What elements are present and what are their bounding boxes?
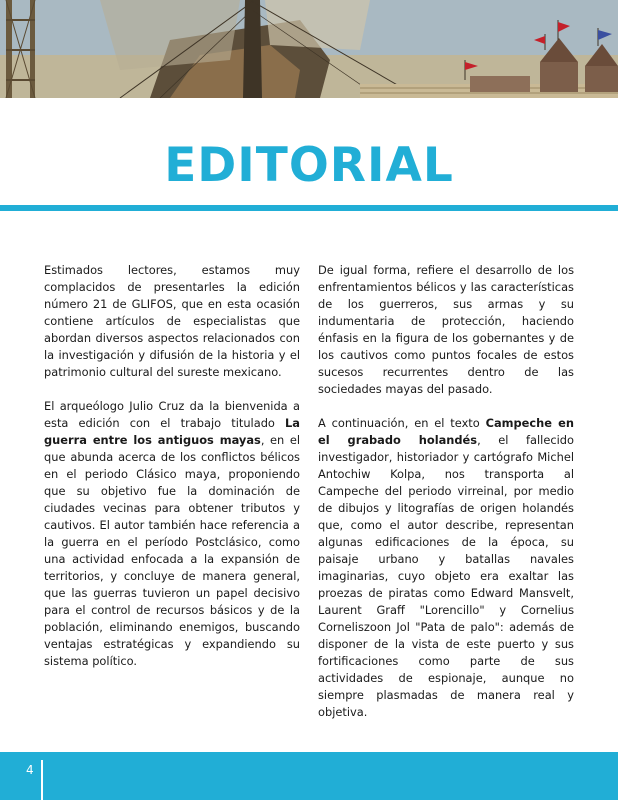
paragraph-text: , en el que abunda acerca de los conflictos bélicos en el periodo Clásico maya, proponiendo que su objetivo fue la dominación de ciudades vecinas para obtener tributos y cautivos. El autor también hace referencia a la guerra en el período Postclásico, como una actividad enfocada a la expansión de territorios, y concluye de manera general, que las guerras tuvieron un papel decisivo para el control de recursos básicos y de la población, eliminando enemigos, buscando ventajas estratégicas y expandiendo su sistema político.	[44, 433, 300, 668]
page-number: 4	[26, 763, 34, 777]
title-underline-rule	[0, 205, 618, 211]
article-title-bold: Campeche en el grabado holandés	[318, 416, 574, 447]
paragraph-cruz	[44, 398, 300, 670]
footer-divider	[41, 760, 43, 800]
page-footer	[0, 752, 618, 800]
paragraph-text: Estimados lectores, estamos muy complacidos de presentarles la edición número 21 de GLIFOS, que en esta ocasión contiene artículos de especialistas que abordan diversos aspectos relacionados con la investigación y difusión de la historia y el patrimonio cultural del sureste mexicano.	[44, 263, 300, 379]
paragraph-antochiw	[318, 415, 574, 721]
paragraph-text: , el fallecido investigador, historiador y cartógrafo Michel Antochiw Kolpa, nos transporta al Campeche del periodo virreinal, por medio de dibujos y litografías de origen holandés que, como el autor describe, representan algunas edificaciones de la época, su paisaje urbano y batallas navales imaginarias, cuyo objeto era exaltar las proezas de piratas como Edward Mansvelt, Laurent Graff "Lorencillo" y Cornelius Corneliszoon Jol "Pata de palo": además de disponer de la vista de este puerto y sus fortificaciones como parte de sus actividades de espionaje, aunque no siempre plasmadas de manera real y objetiva.	[318, 433, 574, 719]
ship-harbor-engraving	[0, 0, 618, 98]
paragraph-text: De igual forma, refiere el desarrollo de los enfrentamientos bélicos y las características de los guerreros, sus armas y su indumentaria de protección, haciendo énfasis en la figura de los gobernantes y de los cautivos como puntos focales de estos sucesos recurrentes dentro de las sociedades mayas del pasado.	[318, 263, 574, 396]
page-title: EDITORIAL	[164, 138, 454, 193]
paragraph-intro	[44, 262, 300, 381]
paragraph-text: El arqueólogo Julio Cruz da la bienvenida a esta edición con el trabajo titulado	[44, 399, 300, 430]
article-column-right	[318, 262, 574, 738]
article-column-left	[44, 262, 300, 687]
header-illustration	[0, 0, 618, 98]
paragraph-warfare	[318, 262, 574, 398]
paragraph-text: A continuación, en el texto	[318, 416, 486, 430]
article-title-bold: La guerra entre los antiguos mayas	[44, 416, 300, 447]
